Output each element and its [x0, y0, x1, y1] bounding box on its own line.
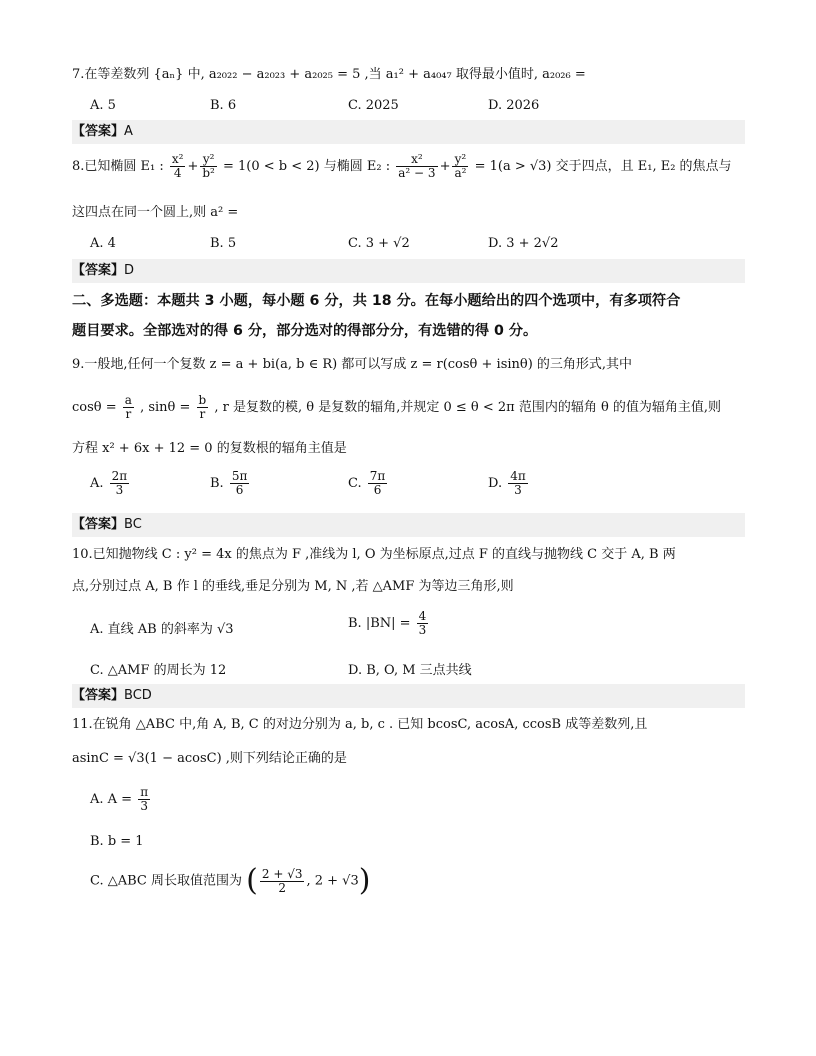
section2-line1: 二、多选题：本题共 3 小题，每小题 6 分，共 18 分。在每小题给出的四个选项中，有多项符合	[72, 293, 681, 309]
q11-line2: asinC = √3(1 − acosC) ,则下列结论正确的是	[72, 751, 347, 766]
q9-sin-def: , sinθ =	[140, 400, 191, 415]
q7-answer-bar	[72, 120, 745, 144]
q8-option-a: A. 4	[90, 236, 116, 251]
answer-tag: 【答案】	[72, 124, 125, 139]
q8-stem-prefix: 8.已知椭圆 E₁ :	[72, 159, 164, 174]
q10-option-b-frac: $\frac{4}{3}$	[418, 609, 427, 637]
q9-option-d-frac: $\frac{4\pi}{3}$	[510, 469, 526, 497]
q10-line2: 点,分别过点 A, B 作 l 的垂线,垂足分别为 M, N ,若 △AMF 为等边三角形,则	[72, 579, 514, 594]
q9-option-b: B. $\frac{5\pi}{6}$	[210, 469, 248, 497]
left-paren: (	[246, 863, 258, 898]
q10-option-c: C. △AMF 的周长为 12	[90, 663, 227, 678]
q8-stem-line1: 8.已知椭圆 E₁ : $\frac{\text{x²}}{4}$ + $\frac{\text{y²}}{\text{b²}}$ = 1(0 < b < 2) 与椭圆 E₂ : $\frac{\text{x²}}{\text{a² − 3}}$ + $\frac{\text{y²}}{\text{a²}}$ = 1(a > √3) 交于四点，且 E₁, E₂ 的焦点与	[72, 152, 732, 180]
q9-answer: BC	[124, 517, 142, 532]
q9-line3: 方程 x² + 6x + 12 = 0 的复数根的辐角主值是	[72, 441, 347, 456]
q8-option-d: D. 3 + 2√2	[488, 236, 559, 251]
section2-line2-text: 题目要求。全部选对的得 6 分，部分选对的得部分分，有选错的得 0 分。	[72, 323, 538, 339]
q8-e1-frac2: $\frac{\text{y²}}{\text{b²}}$	[202, 152, 215, 180]
answer-tag: 【答案】	[72, 517, 125, 532]
q8-option-c: C. 3 + √2	[348, 236, 410, 251]
q9-option-c: C. $\frac{7\pi}{6}$	[348, 469, 386, 497]
q7-option-d: D. 2026	[488, 98, 540, 113]
q8-e1-cond: = 1(0 < b < 2) 与椭圆 E₂ :	[223, 159, 391, 174]
q9-option-d: D. $\frac{4\pi}{3}$	[488, 469, 526, 497]
q11-line1: 11.在锐角 △ABC 中,角 A, B, C 的对边分别为 a, b, c . 已知 bcosC, acosA, ccosB 成等差数列,且	[72, 717, 648, 732]
q8-stem-line2: 这四点在同一个圆上,则 a² =	[72, 205, 239, 220]
q8-answer-bar	[72, 259, 745, 283]
q7-answer: A	[124, 124, 133, 139]
section2-line2	[72, 320, 537, 340]
q11-option-a-frac: $\frac{\pi}{3}$	[140, 785, 149, 813]
answer-tag: 【答案】	[72, 263, 125, 278]
q9-option-c-frac: $\frac{7\pi}{6}$	[369, 469, 386, 497]
answer-tag: 【答案】	[72, 688, 125, 703]
q9-frac-a-r: $\frac{a}{r}$	[124, 393, 132, 421]
q7-option-c: C. 2025	[348, 98, 399, 113]
q9-line2-rest: , r 是复数的模, θ 是复数的辐角,并规定 0 ≤ θ < 2π 范围内的辐角 θ 的值为辐角主值,则	[214, 400, 722, 415]
q7-option-b: B. 6	[210, 98, 237, 113]
q10-line1: 10.已知抛物线 C : y² = 4x 的焦点为 F ,准线为 l, O 为坐标原点,过点 F 的直线与抛物线 C 交于 A, B 两	[72, 547, 676, 562]
q10-option-a: A. 直线 AB 的斜率为 √3	[90, 622, 234, 637]
q9-frac-b-r: $\frac{b}{r}$	[198, 393, 207, 421]
q9-line2	[72, 392, 721, 424]
q9-option-b-frac: $\frac{5\pi}{6}$	[231, 469, 248, 497]
q9-option-a: A. $\frac{2\pi}{3}$	[90, 469, 128, 497]
q10-answer: BCD	[124, 688, 152, 703]
q8-e2-frac2: $\frac{\text{y²}}{\text{a²}}$	[454, 152, 467, 180]
q10-answer-bar	[72, 684, 745, 708]
q10-option-b: B. |BN| = $\frac{4}{3}$	[348, 609, 427, 637]
q9-line1: 9.一般地,任何一个复数 z = a + bi(a, b ∈ R) 都可以写成 z = r(cosθ + isinθ) 的三角形式,其中	[72, 357, 633, 372]
q7-stem: 7.在等差数列 {aₙ} 中, a₂₀₂₂ − a₂₀₂₃ + a₂₀₂₅ = 5 ,当 a₁² + a₄₀₄₇ 取得最小值时, a₂₀₂₆ =	[72, 67, 586, 82]
q9-cos-def: cosθ =	[72, 400, 117, 415]
q7-option-a: A. 5	[90, 98, 116, 113]
q11-option-c-upper: , 2 + √3	[306, 873, 359, 889]
q8-e2-frac1: $\frac{\text{x²}}{\text{a² − 3}}$	[398, 152, 436, 180]
q8-e1-frac1: $\frac{\text{x²}}{4}$	[171, 152, 184, 180]
q11-option-a	[90, 786, 152, 813]
q11-option-c	[90, 863, 371, 898]
q8-answer: D	[124, 263, 135, 278]
q11-option-b: B. b = 1	[90, 834, 144, 849]
q10-option-d: D. B, O, M 三点共线	[348, 663, 472, 678]
q8-e2-cond: = 1(a > √3) 交于四点，且 E₁, E₂ 的焦点与	[474, 159, 732, 174]
q11-option-a-label: A. A =	[90, 792, 133, 807]
q9-answer-bar	[72, 513, 745, 537]
q9-option-a-frac: $\frac{2\pi}{3}$	[111, 469, 128, 497]
q11-option-c-frac: $\frac{2 + √3}{2}$	[261, 866, 303, 895]
q8-option-b: B. 5	[210, 236, 237, 251]
right-paren: )	[358, 863, 371, 898]
q11-option-c-label: C. △ABC 周长取值范围为	[90, 873, 243, 889]
